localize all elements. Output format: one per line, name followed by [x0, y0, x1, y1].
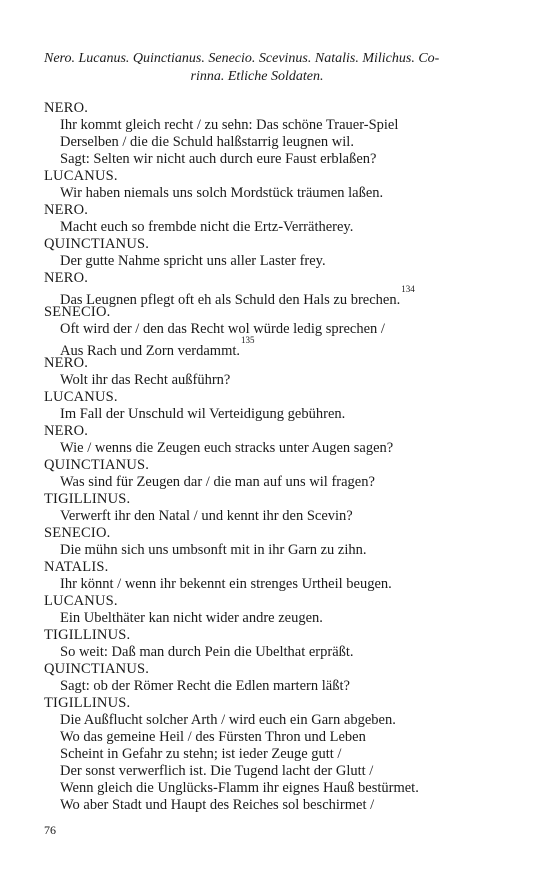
verse-line	[44, 440, 514, 457]
speaker-name	[44, 457, 514, 474]
speaker-label: SENECIO.	[44, 525, 111, 541]
verse-line	[44, 763, 514, 780]
verse-text: Ihr kommt gleich recht / zu sehn: Das schöne Trauer-Spiel	[60, 117, 399, 133]
verse-text: Wo aber Stadt und Haupt des Reiches sol beschirmet /	[60, 797, 375, 813]
speaker-name	[44, 593, 514, 610]
verse-text: Ein Ubelthäter kan nicht wider andre zeugen.	[60, 610, 323, 626]
verse-text: Sagt: Selten wir nicht auch durch eure Faust erblaßen?	[60, 151, 377, 167]
footnote-marker: 134	[401, 284, 415, 294]
verse-line	[44, 335, 514, 359]
verse-text: Oft wird der / den das Recht wol würde ledig sprechen /	[60, 321, 385, 337]
verse-text: Wo das gemeine Heil / des Fürsten Thron und Leben	[60, 729, 366, 745]
speaker-label: TIGILLINUS.	[44, 491, 131, 507]
verse-line	[44, 576, 514, 593]
speaker-label: NATALIS.	[44, 559, 109, 575]
speaker-name	[44, 525, 514, 542]
verse-line	[44, 610, 514, 627]
speaker-label: QUINCTIANUS.	[44, 661, 150, 677]
speaker-name	[44, 661, 514, 678]
verse-line	[44, 508, 514, 525]
speaker-label: NERO.	[44, 100, 89, 116]
stage-direction	[44, 50, 470, 86]
verse-line	[44, 542, 514, 559]
verse-line	[44, 712, 514, 729]
verse-text: Das Leugnen pflegt oft eh als Schuld den Hals zu brechen.	[60, 291, 401, 308]
stage-direction-line: Nero. Lucanus. Quinctianus. Senecio. Scevinus. Natalis. Milichus. Co-	[44, 51, 440, 66]
page-number: 76	[44, 823, 56, 837]
speaker-name	[44, 627, 514, 644]
verse-line	[44, 644, 514, 661]
verse-line	[44, 185, 514, 202]
verse-text: Was sind für Zeugen dar / die man auf uns wil fragen?	[60, 474, 375, 490]
speaker-name	[44, 389, 514, 406]
speaker-label: NERO.	[44, 270, 89, 286]
verse-text: Im Fall der Unschuld wil Verteidigung gebühren.	[60, 406, 346, 422]
verse-line	[44, 117, 514, 134]
verse-text: Scheint in Gefahr zu stehn; ist ieder Zeuge gutt /	[60, 746, 342, 762]
verse-line	[44, 797, 514, 814]
verse-text: So weit: Daß man durch Pein die Ubelthat erpräßt.	[60, 644, 354, 660]
speaker-label: SENECIO.	[44, 304, 111, 320]
stage-direction-line: rinna. Etliche Soldaten.	[190, 69, 324, 84]
verse-line	[44, 746, 514, 763]
verse-line	[44, 406, 514, 423]
verse-line	[44, 678, 514, 695]
speaker-label: TIGILLINUS.	[44, 627, 131, 643]
verse-text: Die mühn sich uns umbsonft mit in ihr Garn zu zihn.	[60, 542, 367, 558]
verse-line	[44, 219, 514, 236]
dialogue-block	[44, 100, 514, 814]
speaker-name	[44, 202, 514, 219]
verse-line	[44, 729, 514, 746]
verse-text: Wir haben niemals uns solch Mordstück träumen laßen.	[60, 185, 384, 201]
verse-line	[44, 134, 514, 151]
speaker-label: LUCANUS.	[44, 389, 118, 405]
speaker-name	[44, 168, 514, 185]
footnote-marker: 135	[241, 335, 255, 345]
speaker-label: LUCANUS.	[44, 168, 118, 184]
speaker-label: QUINCTIANUS.	[44, 236, 150, 252]
verse-text: Aus Rach und Zorn verdammt.	[60, 342, 241, 359]
speaker-name	[44, 355, 514, 372]
speaker-label: NERO.	[44, 355, 89, 371]
verse-text: Derselben / die die Schuld halßstarrig leugnen wil.	[60, 134, 354, 150]
speaker-name	[44, 236, 514, 253]
verse-text: Der sonst verwerflich ist. Die Tugend lacht der Glutt /	[60, 763, 374, 779]
verse-line	[44, 474, 514, 491]
verse-text: Wenn gleich die Unglücks-Flamm ihr eignes Hauß bestürmet.	[60, 780, 419, 796]
speaker-label: NERO.	[44, 202, 89, 218]
speaker-label: LUCANUS.	[44, 593, 118, 609]
speaker-label: QUINCTIANUS.	[44, 457, 150, 473]
verse-line	[44, 372, 514, 389]
verse-line	[44, 284, 514, 308]
speaker-label: TIGILLINUS.	[44, 695, 131, 711]
verse-text: Sagt: ob der Römer Recht die Edlen martern läßt?	[60, 678, 350, 694]
verse-text: Wolt ihr das Recht außführn?	[60, 372, 231, 388]
speaker-label: NERO.	[44, 423, 89, 439]
speaker-name	[44, 270, 514, 287]
speaker-name	[44, 423, 514, 440]
verse-text: Macht euch so frembde nicht die Ertz-Verrätherey.	[60, 219, 354, 235]
verse-line	[44, 151, 514, 168]
verse-text: Wie / wenns die Zeugen euch stracks unter Augen sagen?	[60, 440, 394, 456]
verse-line	[44, 780, 514, 797]
verse-text: Der gutte Nahme spricht uns aller Laster frey.	[60, 253, 326, 269]
speaker-name	[44, 695, 514, 712]
speaker-name	[44, 491, 514, 508]
verse-line	[44, 321, 514, 338]
verse-text: Verwerft ihr den Natal / und kennt ihr den Scevin?	[60, 508, 353, 524]
verse-line	[44, 253, 514, 270]
speaker-name	[44, 304, 514, 321]
speaker-name	[44, 559, 514, 576]
speaker-name	[44, 100, 514, 117]
verse-text: Ihr könnt / wenn ihr bekennt ein strenges Urtheil beugen.	[60, 576, 392, 592]
verse-text: Die Außflucht solcher Arth / wird euch ein Garn abgeben.	[60, 712, 396, 728]
